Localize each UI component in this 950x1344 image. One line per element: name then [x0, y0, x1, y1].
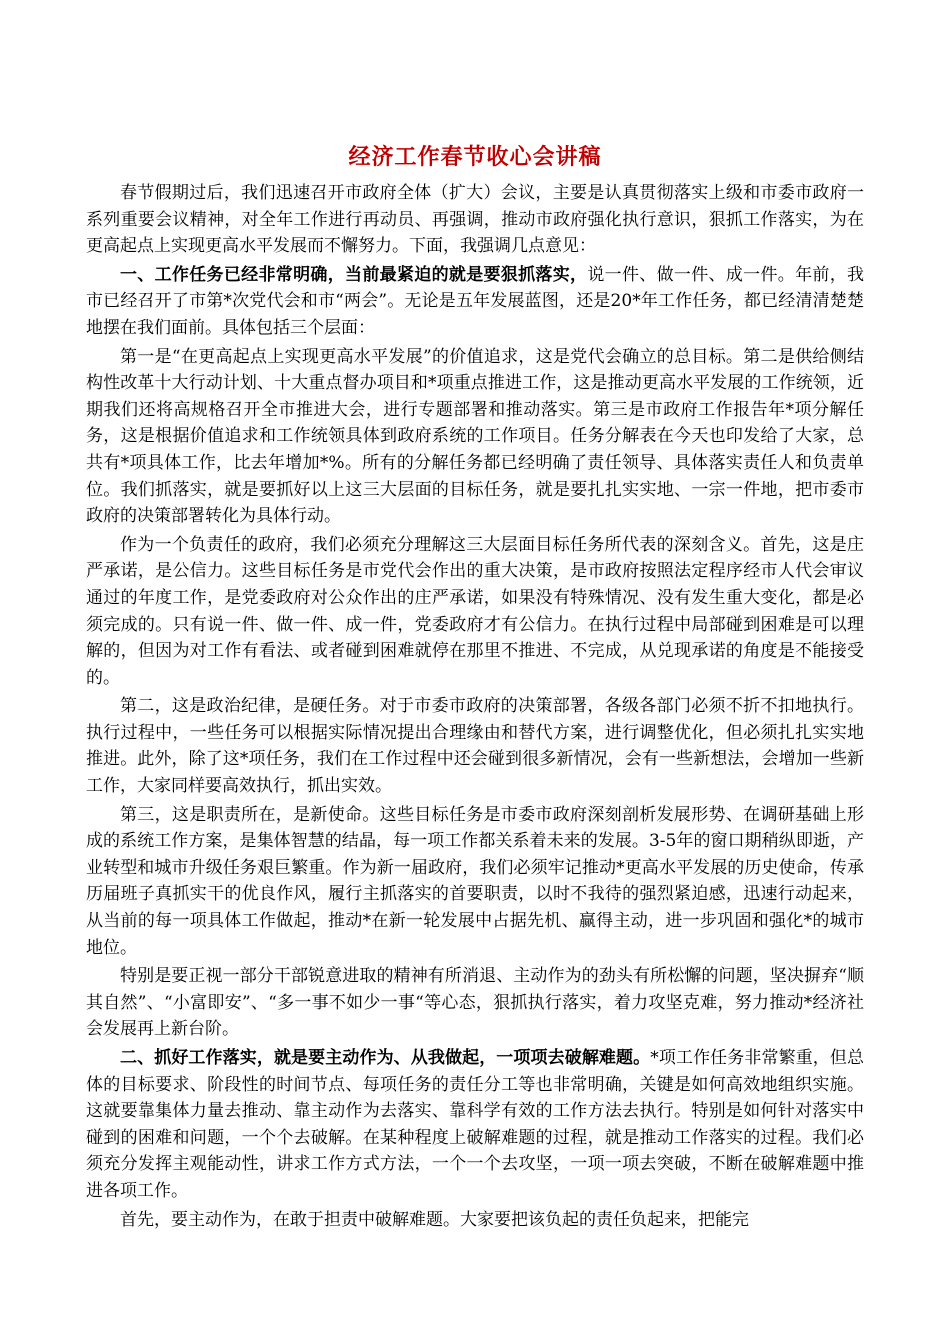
paragraph-text: *项工作任务非常繁重，但总体的目标要求、阶段性的时间节点、每项任务的责任分工等也非常明确，关键是如何高效地组织实施。这就要靠集体力量去推动、靠主动作为去落实、靠科学有效的工作方法去执行。特别是如何针对落实中碰到的困难和问题，一个个去破解。在某种程度上破解难题的过程，就是推动工作落实的过程。我们必须充分发挥主观能动性，讲求工作方式方法，一个一个去攻坚，一项一项去突破，不断在破解难题中推进各项工作。 [86, 1048, 865, 1201]
section-heading: 一、工作任务已经非常明确，当前最紧迫的就是要狠抓落实， [120, 264, 588, 285]
paragraph-first-action [86, 1207, 864, 1234]
section-heading: 二、抓好工作落实，就是要主动作为、从我做起，一项项去破解难题。 [120, 1048, 651, 1068]
document-title: 经济工作春节收心会讲稿 [348, 144, 602, 170]
paragraph-text: 说一件、做一件、成一件。年前，我市已经召开了市第*次党代会和市“两会”。无论是五年发展蓝图，还是20*年工作任务，都已经清清楚楚地摆在我们面前。具体包括三个层面： [86, 264, 865, 338]
paragraph-section-two [86, 1045, 864, 1205]
paragraph-especially [86, 963, 864, 1043]
document-page [86, 140, 864, 1235]
paragraph-text: 第一是“在更高起点上实现更高水平发展”的价值追求，这是党代会确立的总目标。第二是供给侧结构性改革十大行动计划、十大重点督办项目和*项重点推进工作，这是推动更高水平发展的工作统领，近期我们还将高规格召开全市推进大会，进行专题部署和推动落实。第三是市政府工作报告年*项分解任务，这是根据价值追求和工作统领具体到政府系统的工作项目。任务分解表在今天也印发给了大家，总共有*项具体工作，比去年增加*%。所有的分解任务都已经明确了责任领导、具体落实责任人和负责单位。我们抓落实，就是要抓好以上这三大层面的目标任务，就是要扎扎实实地、一宗一件地，把市委市政府的决策部署转化为具体行动。 [86, 346, 864, 527]
paragraph-second [86, 693, 864, 799]
paragraph-text: 第三，这是职责所在，是新使命。这些目标任务是市委市政府深刻剖析发展形势、在调研基础上形成的系统工作方案，是集体智慧的结晶，每一项工作都关系着未来的发展。3-5年的窗口期稍纵即逝，产业转型和城市升级任务艰巨繁重。作为新一届政府，我们必须牢记推动*更高水平发展的历史使命，传承历届班子真抓实干的优良作风，履行主抓落实的首要职责，以时不我待的强烈紧迫感，迅速行动起来，从当前的每一项具体工作做起，推动*在新一轮发展中占据先机、赢得主动，进一步巩固和强化*的城市地位。 [86, 804, 864, 958]
paragraph-text: 首先，要主动作为，在敢于担责中破解难题。大家要把该负起的责任负起来，把能完 [120, 1209, 749, 1230]
paragraph-three-levels [86, 344, 864, 530]
paragraph-text: 第二，这是政治纪律，是硬任务。对于市委市政府的决策部署，各级各部门必须不折不扣地执行。执行过程中，一些任务可以根据实际情况提出合理缘由和替代方案，进行调整优化，但必须扎扎实实地推进。此外，除了这*项任务，我们在工作过程中还会碰到很多新情况，会有一些新想法，会增加一些新工作，大家同样要高效执行，抓出实效。 [86, 696, 864, 797]
paragraph-text: 特别是要正视一部分干部锐意进取的精神有所消退、主动作为的劲头有所松懈的问题，坚决摒弃“顺其自然”、“小富即安”、“多一事不如少一事“等心态，狠抓执行落实，着力攻坚克难，努力推动*经济社会发展再上新台阶。 [86, 966, 864, 1040]
paragraph-text: 作为一个负责任的政府，我们必须充分理解这三大层面目标任务所代表的深刻含义。首先，这是庄严承诺，是公信力。这些目标任务是市党代会作出的重大决策，是市政府按照法定程序经市人代会审议通过的年度工作，是党委政府对公众作出的庄严承诺，如果没有特殊情况、没有发生重大变化，都是必须完成的。只有说一件、做一件、成一件，党委政府才有公信力。在执行过程中局部碰到困难是可以理解的，但因为对工作有看法、或者碰到困难就停在那里不推进、不完成，从兑现承诺的角度是不能接受的。 [86, 534, 864, 688]
paragraph-meaning [86, 532, 864, 692]
paragraph-text: 春节假期过后，我们迅速召开市政府全体（扩大）会议，主要是认真贯彻落实上级和市委市政府一系列重要会议精神，对全年工作进行再动员、再强调，推动市政府强化执行意识，狠抓工作落实，为在更高起点上实现更高水平发展而不懈努力。下面，我强调几点意见： [86, 183, 864, 257]
paragraph-section-one [86, 262, 864, 342]
paragraph-third [86, 802, 864, 962]
paragraph-intro [86, 180, 864, 260]
